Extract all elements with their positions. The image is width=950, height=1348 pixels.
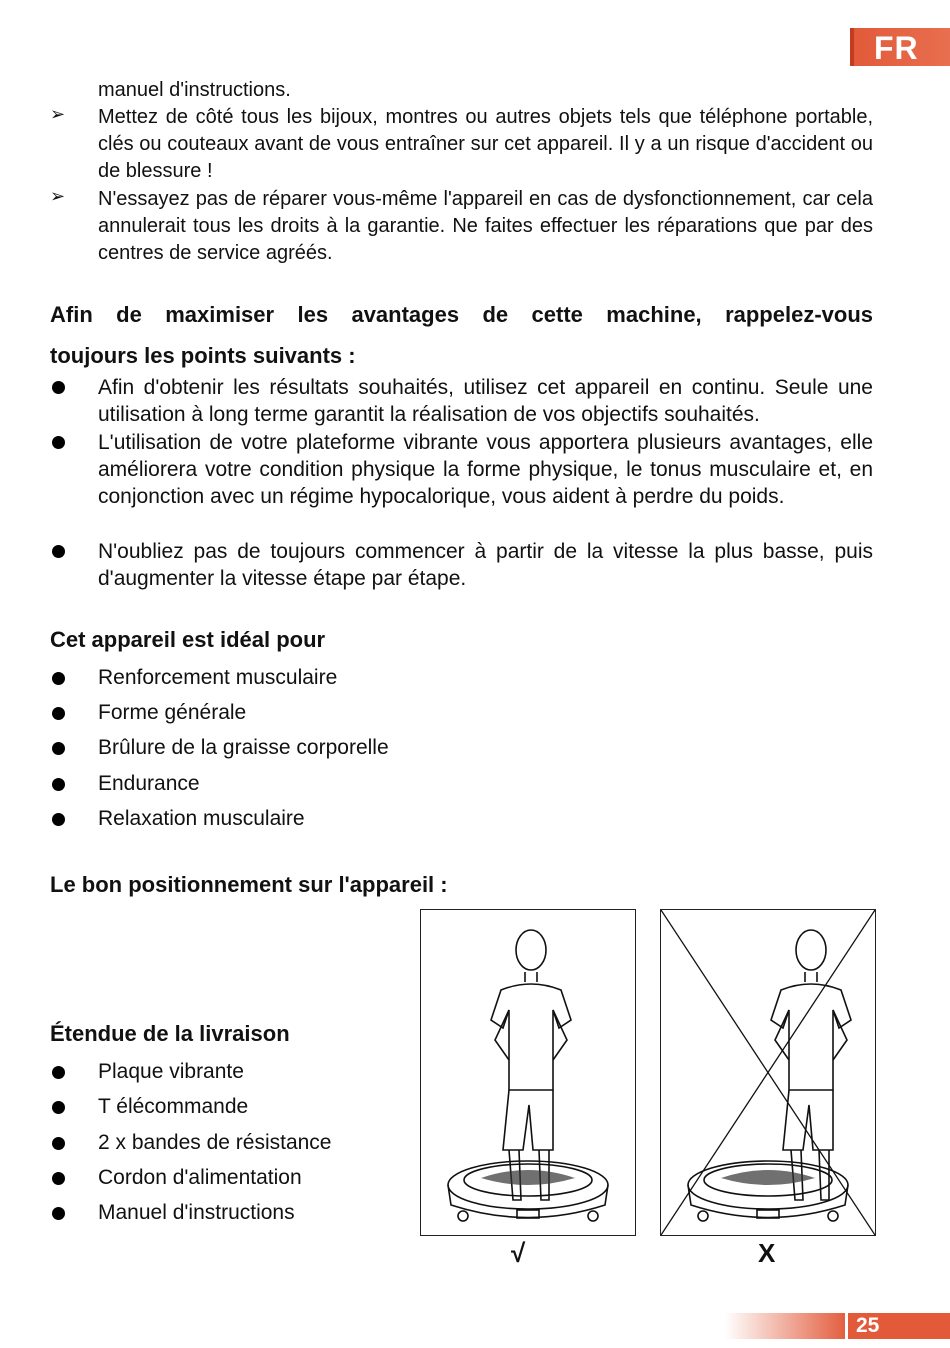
correct-position-figure (420, 909, 636, 1236)
list-item: N'oubliez pas de toujours commencer à partir de la vitesse la plus basse, puis d'augmenter la vitesse étape par étape. (98, 540, 873, 590)
language-badge (850, 28, 950, 66)
bullet-dot-icon (52, 1137, 65, 1150)
list-item: T élécommande (98, 1095, 249, 1118)
page-number-bar (725, 1313, 950, 1339)
section-heading: toujours les points suivants : (50, 343, 356, 368)
arrow-bullet-icon: ➢ (50, 186, 66, 206)
list-item: Manuel d'instructions (98, 1201, 295, 1224)
bullet-dot-icon (52, 1066, 65, 1079)
correct-check-icon: √ (511, 1238, 526, 1268)
list-item: Forme générale (98, 701, 247, 724)
intro-continuation: manuel d'instructions. (98, 79, 291, 101)
bullet-dot-icon (52, 1101, 65, 1114)
bullet-dot-icon (52, 545, 65, 558)
wrong-position-figure (660, 909, 876, 1236)
bullet-dot-icon (52, 742, 65, 755)
bullet-dot-icon (52, 778, 65, 791)
bullet-dot-icon (52, 1207, 65, 1220)
list-item: Brûlure de la graisse corporelle (98, 736, 389, 759)
section-heading: Afin de maximiser les avantages de cette machine, rappelez-vous (50, 302, 873, 327)
bullet-dot-icon (52, 381, 65, 394)
arrow-bullet-icon: ➢ (50, 104, 66, 124)
list-item: Cordon d'alimentation (98, 1166, 302, 1189)
section-heading: Le bon positionnement sur l'appareil : (50, 872, 448, 897)
person-on-plate-illustration (421, 910, 635, 1235)
page-number: 25 (845, 1313, 887, 1339)
list-item: Plaque vibrante (98, 1060, 244, 1083)
list-item: Relaxation musculaire (98, 807, 305, 830)
section-heading: Étendue de la livraison (50, 1021, 290, 1046)
wrong-cross-icon: X (758, 1238, 776, 1268)
intro-bullet: N'essayez pas de réparer vous-même l'appareil en cas de dysfonctionnement, car cela annulerait tous les droits à la garantie. Ne faites effectuer les réparations que par des centres de service agréés. (98, 188, 873, 264)
intro-bullet: Mettez de côté tous les bijoux, montres ou autres objets tels que téléphone portable, clés ou couteaux avant de vous entraîner sur cet appareil. Il y a un risque d'accident ou de blessure ! (98, 106, 873, 182)
list-item: L'utilisation de votre plateforme vibrante vous apportera plusieurs avantages, elle améliorera votre condition physique la forme physique, le tonus musculaire et, en conjonction avec un régime hypocalorique, vous aident à perdre du poids. (98, 431, 873, 508)
language-badge-text: FR (874, 30, 919, 66)
bullet-dot-icon (52, 707, 65, 720)
person-on-plate-crossed-illustration (661, 910, 875, 1235)
list-item: Afin d'obtenir les résultats souhaités, utilisez cet appareil en continu. Seule une utilisation à long terme garantit la réalisation de vos objectifs souhaités. (98, 376, 873, 426)
section-heading: Cet appareil est idéal pour (50, 627, 326, 652)
bullet-dot-icon (52, 813, 65, 826)
bullet-dot-icon (52, 1172, 65, 1185)
list-item: 2 x bandes de résistance (98, 1131, 332, 1154)
bullet-dot-icon (52, 436, 65, 449)
list-item: Endurance (98, 772, 200, 795)
bullet-dot-icon (52, 672, 65, 685)
list-item: Renforcement musculaire (98, 666, 338, 689)
